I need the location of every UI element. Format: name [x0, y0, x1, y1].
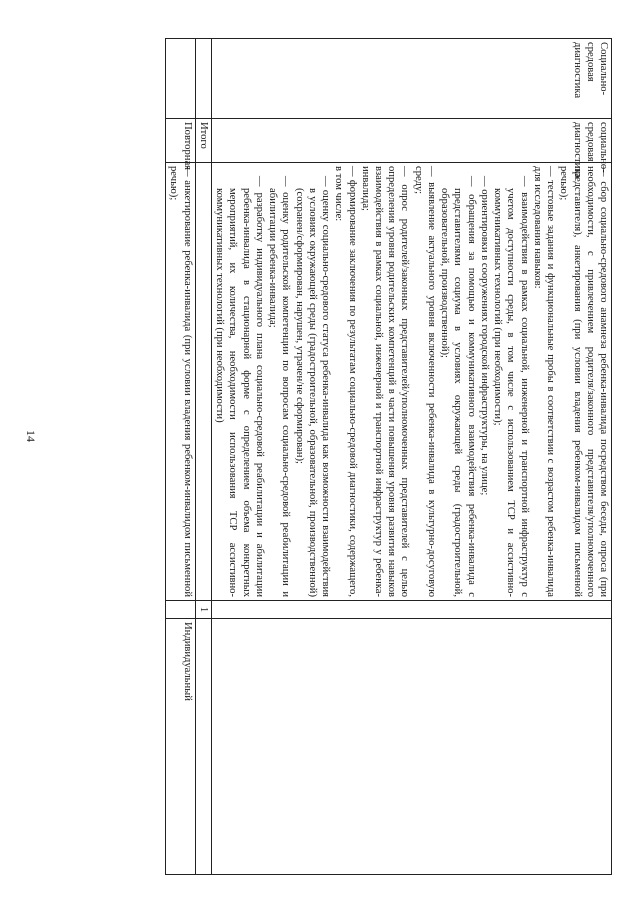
table-cell-form: [211, 619, 611, 875]
rotated-page-content: [67, 38, 612, 874]
list-item: — формирование заключения по результатам социально-средовой диагностики, содержащего, в том числе:: [333, 166, 358, 597]
list-item: — разработку индивидуального плана социально-средовой реабилитации и абилитации ребенка-инвалида в стационарной форме с определением объема конкретных мероприятий, их количества, необходимости использования ТСР ассистивно-коммуникативных технологий (при необходимости): [214, 176, 265, 597]
total-label: Итого: [195, 119, 211, 163]
table-row: [211, 39, 611, 875]
list-item: — ориентировки в сооружениях городской инфраструктуры, на улице;: [478, 176, 490, 496]
table-cell-type: социально-средовая диагностика: [211, 119, 611, 163]
table-row-total: [195, 39, 211, 875]
table-cell-count: [211, 601, 611, 619]
list-item: — взаимодействия в рамках социальной, инженерной и транспортной инфраструктур с учетом доступности среды, в том числе с использованием ТСР и ассистивно-коммуникативных технологий (при необходимости);: [492, 176, 530, 597]
page-number: 14: [24, 430, 38, 442]
list-item: — опрос родителей/законных представителей/уполномоченных представителей с целью определения уровня родительских компетенций в части повышения уровня развития навыков взаимодействия в рамках социальной, инженерной и транспортной инфраструктур у ребенка-инвалида;: [359, 166, 411, 597]
list-item: — анкетирование ребенка-инвалида (при условии владения ребенком-инвалидом письменной речью);: [168, 166, 193, 597]
rehabilitation-table: [165, 38, 612, 875]
list-item: — обращения за помощью и коммуникативного взаимодействия ребенка-инвалида с представителями социума в условиях окружающей среды (градостроительной, образовательной, производственной);: [439, 176, 477, 597]
table-cell-type: Повторная: [166, 119, 195, 163]
list-item: — оценку социально-средового статуса ребенка-инвалида как возможности взаимодействия в условиях окружающей среды (градостроительной, образовательной, производственной) (сохранен/сформирован, нарушен, утрачен/не сформирован);: [293, 176, 332, 597]
table-cell-content: [166, 163, 195, 601]
table-cell-content: [211, 163, 611, 601]
list-item: — сбор социально-средового анамнеза ребенка-инвалида посредством беседы, опроса (при необходимости, с привлечением родителя/законного представителя/уполномоченного представителя), анкетирования (при условии владения ребенком-инвалидом письменной речью);: [558, 166, 609, 597]
table-cell-section: Социально-средовая диагностика: [211, 39, 611, 119]
list-item: — тестовые задания и функциональные пробы в соответствии с возрастом ребенка-инвалида для исследования навыков:: [531, 166, 557, 597]
total-count: 1: [195, 601, 211, 619]
list-item: — оценку родительской компетенции по вопросам социально-средовой реабилитации и абилитации ребенка-инвалида;: [267, 176, 292, 597]
table-cell-form: Индивидуальный: [166, 619, 195, 875]
list-item: — выявление актуального уровня включенности ребенка-инвалида в культурно-досуговую среду;: [412, 166, 437, 597]
table-row: [166, 39, 195, 875]
